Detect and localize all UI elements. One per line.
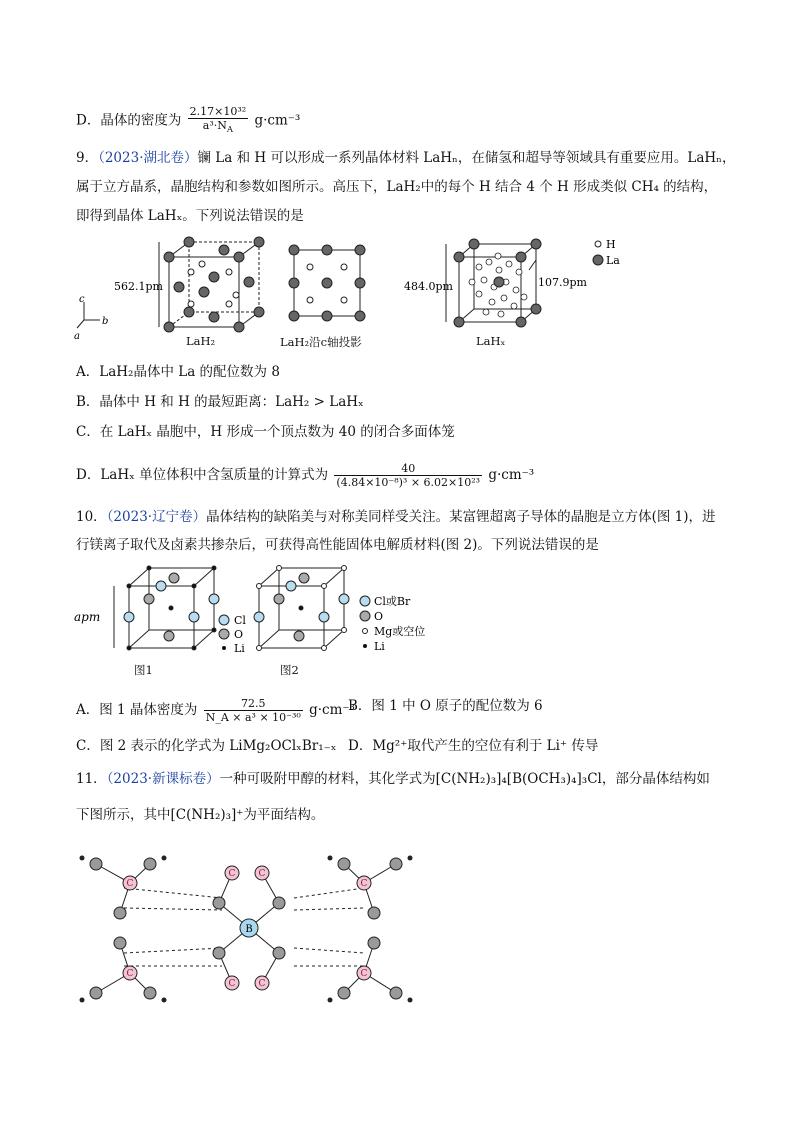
question-text: 一种可吸附甲醇的材料，其化学式为[C(NH₂)₃]₄[B(OCH₃)₄]₃Cl，部分晶体结构如 xyxy=(219,771,710,787)
question-number: 9． xyxy=(76,150,99,166)
legend-la: La xyxy=(606,254,620,267)
caption-lahx: LaHₓ xyxy=(476,334,506,348)
la-legend-icon xyxy=(593,255,603,265)
axis-b-label: b xyxy=(102,316,109,327)
legend-o: O xyxy=(234,628,244,641)
c-label: C xyxy=(228,979,236,989)
q9-line-3: 即得到晶体 LaHₓ。下列说法错误的是 xyxy=(76,208,304,224)
fraction-numerator: 72.5 xyxy=(204,697,303,711)
c-label: C xyxy=(126,969,134,979)
q11-line-1 xyxy=(76,770,710,788)
q9-option-d xyxy=(76,462,534,489)
c-label: C xyxy=(360,879,368,889)
fraction-denominator: $a^3\cdot N_A$ xyxy=(202,119,233,136)
q9-option-c: C．在 LaHₓ 晶胞中，H 形成一个顶点数为 40 的闭合多面体笼 xyxy=(76,424,455,440)
legend-li: Li xyxy=(234,642,245,655)
li-legend-icon xyxy=(363,644,367,648)
c-label: C xyxy=(258,869,266,879)
axis-c-label: c xyxy=(79,294,85,305)
unit: g·cm⁻³ xyxy=(488,467,535,483)
mg-legend-icon xyxy=(363,629,368,634)
question-source: （2023·湖北卷） xyxy=(98,150,198,166)
projection-atoms xyxy=(289,245,365,321)
legend-cl-br: Cl或Br xyxy=(374,595,411,608)
q10-line-1 xyxy=(76,508,716,526)
prev-option-d xyxy=(76,105,300,137)
o-legend-icon xyxy=(360,611,370,621)
question-text: 镧 La 和 H 可以形成一系列晶体材料 LaHₙ，在储氢和超导等领域具有重要应用。LaHₙ， xyxy=(197,150,736,166)
lattice-param-a: apm xyxy=(74,610,101,624)
caption-fig2: 图2 xyxy=(280,663,299,677)
c-label: C xyxy=(228,869,236,879)
h-legend-icon xyxy=(595,241,601,247)
q11-line-2: 下图所示，其中[C(NH₂)₃]⁺为平面结构。 xyxy=(76,807,325,823)
c-label: C xyxy=(126,879,134,889)
question-text: 晶体结构的缺陷美与对称美同样受关注。某富锂超离子导体的晶胞是立方体(图 1)，进 xyxy=(206,509,716,525)
lattice-param-lahx: 484.0pm xyxy=(404,280,453,293)
q10-line-2: 行镁离子取代及卤素共掺杂后，可获得高性能固体电解质材料(图 2)。下列说法错误的是 xyxy=(76,537,599,553)
q9-option-b: B．晶体中 H 和 H 的最短距离：LaH₂ > LaHₓ xyxy=(76,394,364,410)
lahx-la-atoms xyxy=(454,239,541,327)
legend-li: Li xyxy=(374,640,385,653)
option-d-fraction xyxy=(334,462,482,489)
legend-h: H xyxy=(606,238,616,251)
cl-legend-icon xyxy=(219,615,229,625)
option-a-fraction xyxy=(204,697,303,724)
h-atoms xyxy=(188,261,239,307)
q9-figure xyxy=(74,232,674,352)
prev-option-d-label: D．晶体的密度为 xyxy=(76,112,182,129)
legend-cl: Cl xyxy=(234,614,246,627)
caption-fig1: 图1 xyxy=(134,663,153,677)
unit: g·cm⁻³ xyxy=(309,702,355,718)
option-d-label: D．LaHₓ 单位体积中含氢质量的计算式为 xyxy=(76,467,329,483)
question-source: （2023·新课标卷） xyxy=(106,771,220,787)
fraction-numerator: 40 xyxy=(334,462,482,476)
h-h-distance: 107.9pm xyxy=(538,276,587,289)
q10-option-d: D．Mg²⁺取代产生的空位有利于 Li⁺ 传导 xyxy=(348,738,599,754)
q11-figure xyxy=(74,838,424,1013)
q9-line-1 xyxy=(76,149,736,167)
la-atoms xyxy=(164,237,264,332)
caption-projection: LaH₂沿c轴投影 xyxy=(280,335,362,349)
q10-option-c: C．图 2 表示的化学式为 LiMg₂OClₓBr₁₋ₓ xyxy=(76,738,337,754)
fraction-denominator: (4.84×10⁻⁸)³ × 6.02×10²³ xyxy=(336,476,481,489)
fig1-atoms xyxy=(124,566,219,650)
q10-option-a xyxy=(76,697,355,724)
lattice-param-lah2: 562.1pm xyxy=(114,280,163,293)
caption-lah2: LaH₂ xyxy=(186,334,216,348)
q10-option-b: B．图 1 中 O 原子的配位数为 6 xyxy=(348,698,543,714)
fraction-denominator: N_A × a³ × 10⁻³⁰ xyxy=(205,711,301,724)
prev-option-d-fraction xyxy=(188,105,249,137)
cl-br-legend-icon xyxy=(360,596,370,606)
axis-a-label: a xyxy=(74,331,80,342)
q9-option-a: A．LaH₂晶体中 La 的配位数为 8 xyxy=(76,364,280,380)
legend-o: O xyxy=(374,610,384,623)
q9-line-2: 属于立方晶系，晶胞结构和参数如图所示。高压下，LaH₂中的每个 H 结合 4 个 H 形成类似 CH₄ 的结构， xyxy=(76,179,718,195)
c-label: C xyxy=(360,969,368,979)
c-label: C xyxy=(258,979,266,989)
unit: g·cm⁻³ xyxy=(254,112,301,129)
question-number: 10． xyxy=(76,509,107,525)
b-label: B xyxy=(245,924,253,935)
dim-line xyxy=(529,260,536,270)
o-legend-icon xyxy=(219,629,229,639)
question-number: 11． xyxy=(76,771,107,787)
q10-figure xyxy=(74,558,494,658)
option-a-label: A．图 1 晶体密度为 xyxy=(76,702,198,718)
li-legend-icon xyxy=(222,646,226,650)
fraction-numerator: 2.17×10³² xyxy=(189,105,247,118)
axes-icon xyxy=(77,302,100,328)
legend-mg-vacancy: Mg或空位 xyxy=(374,625,426,638)
question-source: （2023·辽宁卷） xyxy=(106,509,207,525)
